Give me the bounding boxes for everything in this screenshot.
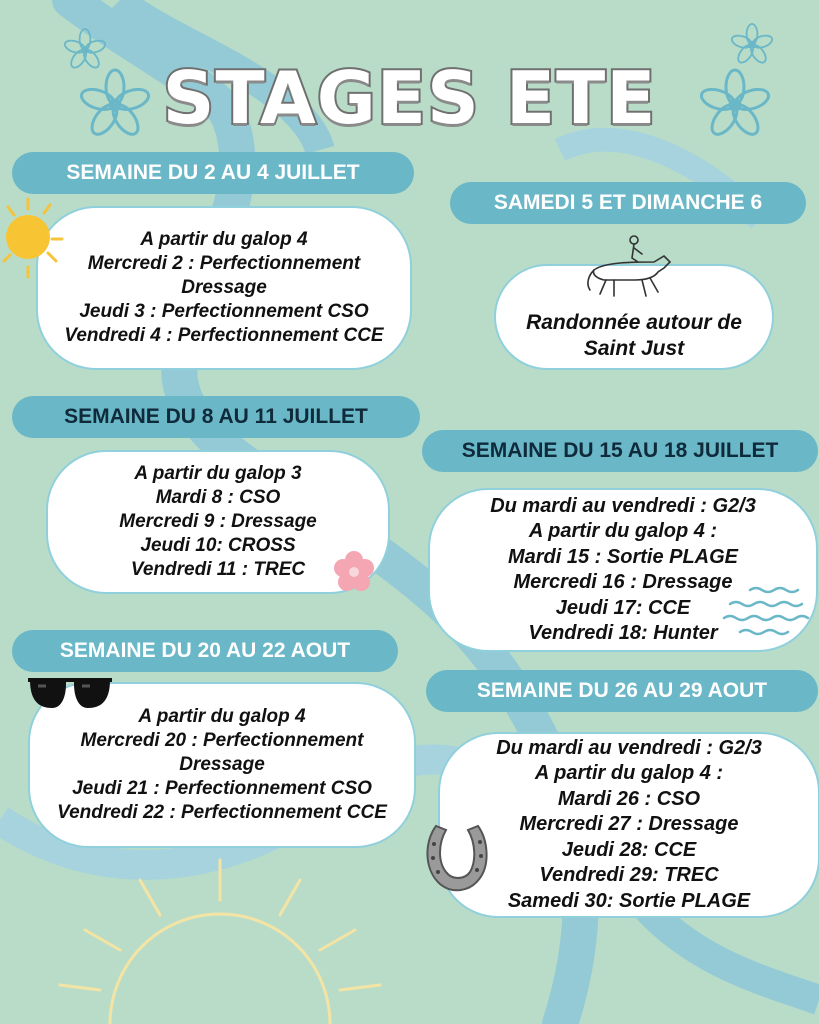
card-line: A partir du galop 4 : bbox=[534, 762, 724, 785]
pink-flower-icon bbox=[330, 548, 378, 596]
card-line: Vendredi 18: Hunter bbox=[528, 622, 718, 644]
card-line: Jeudi 10: CROSS bbox=[140, 535, 296, 556]
sun-icon bbox=[0, 195, 90, 285]
sunglasses-icon bbox=[26, 674, 114, 712]
card-line: Mardi 26 : CSO bbox=[557, 787, 701, 810]
card-line: Vendredi 22 : Perfectionnement CCE bbox=[57, 802, 387, 823]
card-line: Vendredi 29: TREC bbox=[539, 864, 719, 887]
section-header-s3: SEMAINE DU 8 AU 11 JUILLET bbox=[12, 396, 420, 438]
waves-icon bbox=[720, 584, 819, 642]
section-card-s1 bbox=[36, 206, 412, 370]
card-line: Mercredi 2 : Perfectionnement bbox=[87, 253, 361, 274]
card-line: A partir du galop 3 bbox=[134, 463, 302, 484]
card-line: Du mardi au vendredi : G2/3 bbox=[496, 736, 762, 759]
card-line: Jeudi 3 : Perfectionnement CSO bbox=[79, 301, 369, 322]
card-line: Dressage bbox=[179, 754, 265, 775]
card-line: Mardi 8 : CSO bbox=[155, 487, 281, 508]
poster-title: STAGES ETE bbox=[162, 56, 657, 141]
card-line: Samedi 30: Sortie PLAGE bbox=[507, 889, 751, 912]
card-line: Du mardi au vendredi : G2/3 bbox=[490, 494, 756, 517]
card-line: Jeudi 21 : Perfectionnement CSO bbox=[72, 778, 372, 799]
card-line: Saint Just bbox=[583, 337, 685, 360]
card-line: Mercredi 20 : Perfectionnement bbox=[80, 730, 364, 751]
card-line: Dressage bbox=[181, 277, 267, 298]
card-line: Mercredi 9 : Dressage bbox=[119, 511, 317, 532]
card-line: Mardi 15 : Sortie PLAGE bbox=[507, 545, 739, 568]
card-line: Randonnée autour de bbox=[526, 311, 742, 334]
card-line: Vendredi 4 : Perfectionnement CCE bbox=[64, 325, 384, 346]
section-header-s6: SEMAINE DU 26 AU 29 AOUT bbox=[426, 670, 818, 712]
card-line: Jeudi 17: CCE bbox=[555, 596, 691, 619]
card-line: Vendredi 11 : TREC bbox=[130, 559, 306, 580]
section-header-s5: SEMAINE DU 20 AU 22 AOUT bbox=[12, 630, 398, 672]
card-line: A partir du galop 4 : bbox=[528, 520, 718, 542]
horse-rider-icon bbox=[584, 232, 676, 302]
section-card-s6 bbox=[438, 732, 819, 918]
card-line: Mercredi 16 : Dressage bbox=[513, 571, 733, 593]
section-header-s2: SAMEDI 5 ET DIMANCHE 6 bbox=[450, 182, 806, 224]
card-line: Mercredi 27 : Dressage bbox=[519, 813, 739, 836]
horseshoe-icon bbox=[422, 820, 492, 898]
section-header-s1: SEMAINE DU 2 AU 4 JUILLET bbox=[12, 152, 414, 194]
card-line: Jeudi 28: CCE bbox=[561, 838, 697, 861]
card-line: A partir du galop 4 bbox=[138, 706, 306, 727]
sunrise-icon bbox=[60, 860, 380, 1024]
card-line: A partir du galop 4 bbox=[140, 229, 308, 250]
section-header-s4: SEMAINE DU 15 AU 18 JUILLET bbox=[422, 430, 818, 472]
